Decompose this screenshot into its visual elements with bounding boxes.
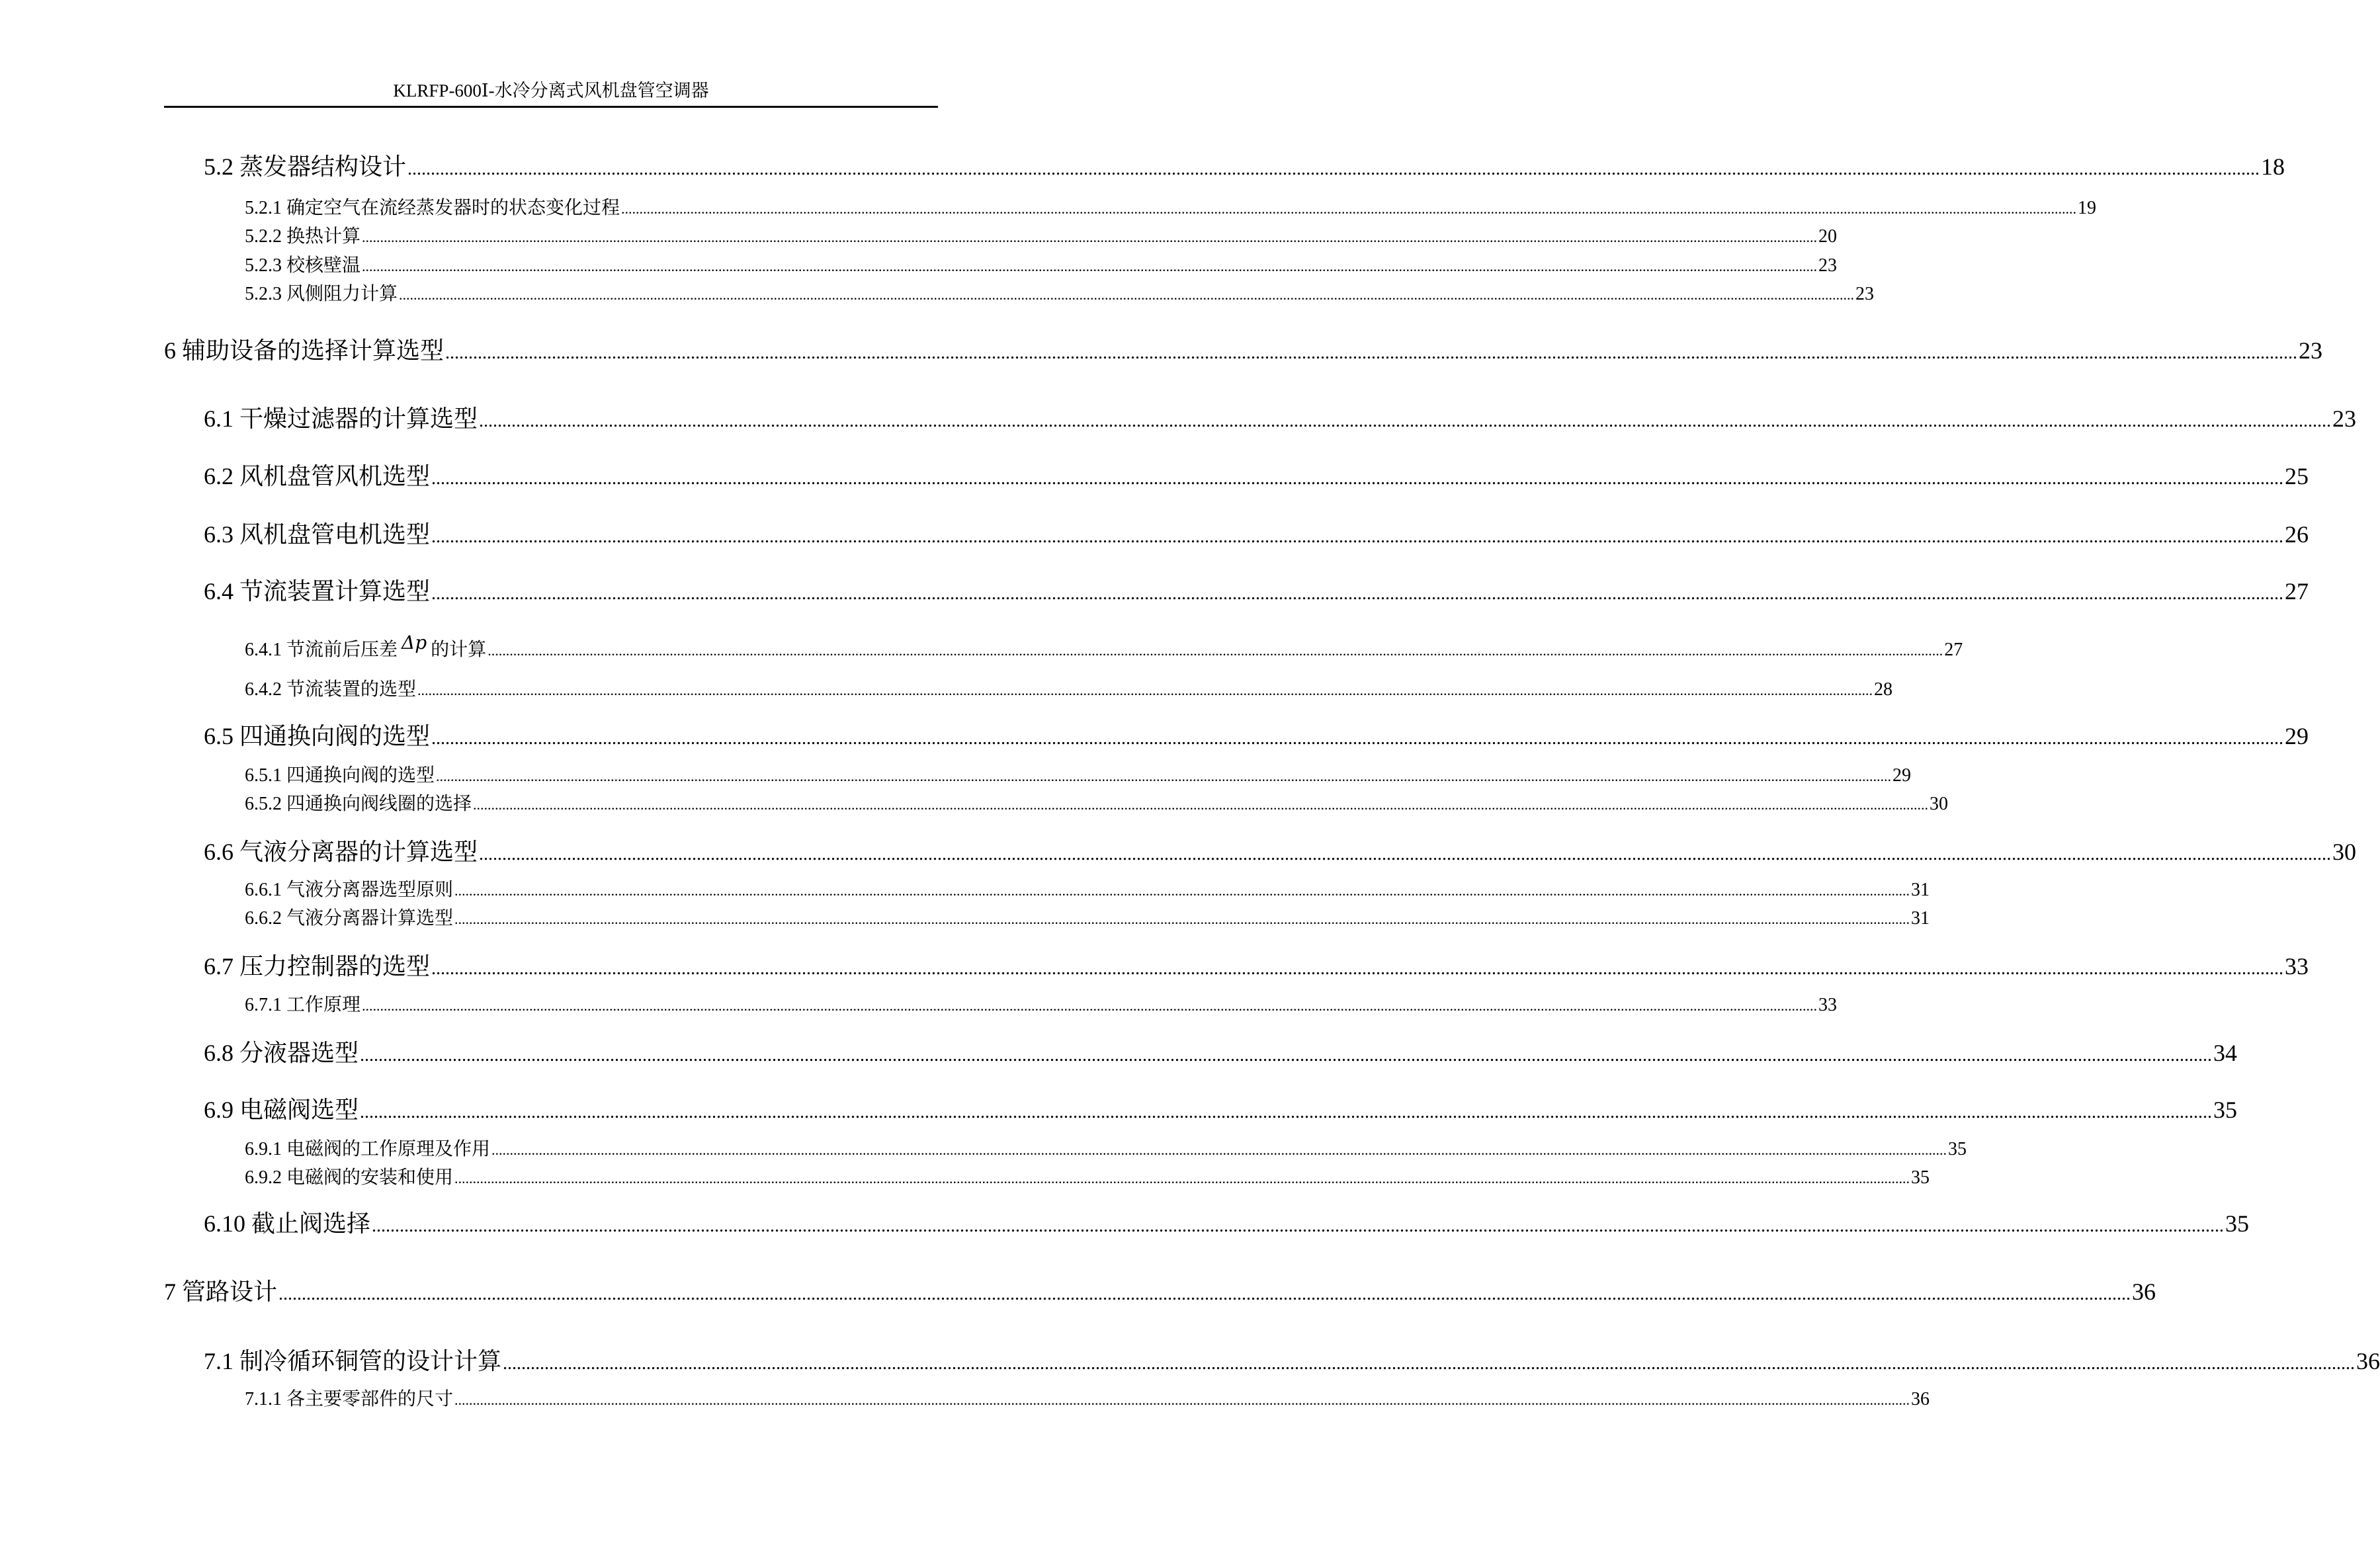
toc-entry-leader: ................................................................................................................................................................................................................................................................................................................................................................................................................ [473, 796, 1929, 813]
toc-entry-label: 6.2 风机盘管风机选型 [204, 463, 431, 489]
toc-entry-label: 6.7.1 工作原理 [245, 995, 361, 1015]
toc-entry-leader: ................................................................................................................................................................................................................................................................................................................................................................................................................ [417, 682, 1873, 698]
toc-entry-page-number: 36 [2356, 1348, 2380, 1374]
toc-entry-label: 5.2.2 换热计算 [245, 226, 361, 247]
toc-entry[interactable] [204, 458, 2309, 489]
toc-entry-leader: ................................................................................................................................................................................................................................................................................................................................................................................................................ [436, 768, 1892, 784]
toc-entry-page-number: 23 [1818, 255, 1838, 276]
toc-entry-label: 7.1.1 各主要零部件的尺寸 [245, 1389, 454, 1409]
toc-entry-page-number: 23 [2332, 405, 2357, 432]
toc-entry-label: 6.6.1 气液分离器选型原则 [245, 880, 454, 900]
toc-entry[interactable] [204, 1343, 2380, 1374]
toc-entry-page-number: 28 [1874, 679, 1893, 700]
toc-entry-leader: ................................................................................................................................................................................................................................................................................................................................................................................................................ [278, 1284, 2131, 1304]
toc-entry[interactable] [245, 990, 1838, 1015]
toc-entry-label: 6.4 节流装置计算选型 [204, 578, 431, 605]
toc-entry-label: 6.5 四通换向阀的选型 [204, 723, 431, 749]
toc-entry[interactable] [245, 675, 1893, 700]
toc-entry[interactable] [245, 632, 1963, 660]
toc-entry-leader: ................................................................................................................................................................................................................................................................................................................................................................................................................ [454, 1170, 1910, 1187]
toc-entry[interactable] [204, 573, 2309, 605]
toc-entry[interactable] [204, 1205, 2250, 1237]
toc-entry-page-number: 29 [2285, 723, 2309, 749]
toc-entry-leader: ................................................................................................................................................................................................................................................................................................................................................................................................................ [431, 526, 2284, 547]
toc-entry-leader: ................................................................................................................................................................................................................................................................................................................................................................................................................ [454, 911, 1910, 927]
toc-entry[interactable] [164, 332, 2323, 364]
toc-entry-label: 6.9.1 电磁阀的工作原理及作用 [245, 1139, 491, 1159]
toc-entry-page-number: 26 [2285, 521, 2309, 548]
toc-entry-label: 6.9.2 电磁阀的安装和使用 [245, 1167, 454, 1188]
toc-entry[interactable] [204, 1034, 2238, 1066]
page-header: KLRFP-600Ⅰ-水冷分离式风机盘管空调器 [393, 81, 709, 101]
toc-entry-leader: ................................................................................................................................................................................................................................................................................................................................................................................................................ [454, 882, 1910, 899]
toc-entry-leader: ................................................................................................................................................................................................................................................................................................................................................................................................................ [362, 997, 1818, 1014]
toc-entry-leader: ................................................................................................................................................................................................................................................................................................................................................................................................................ [445, 343, 2298, 363]
toc-entry-label: 7.1 制冷循环铜管的设计计算 [204, 1348, 502, 1374]
toc-entry-page-number: 36 [1911, 1389, 1930, 1409]
header-rule [164, 106, 938, 108]
toc-entry[interactable] [245, 1134, 1967, 1159]
toc-entry-label: 6.1 干燥过滤器的计算选型 [204, 405, 478, 432]
toc-entry-page-number: 29 [1892, 765, 1912, 786]
toc-entry-label: 6.5.1 四通换向阀的选型 [245, 765, 435, 786]
toc-entry[interactable] [245, 789, 1949, 814]
toc-entry-leader: ................................................................................................................................................................................................................................................................................................................................................................................................................ [362, 229, 1818, 245]
toc-entry[interactable] [245, 222, 1838, 247]
toc-entry-page-number: 31 [1911, 908, 1930, 929]
toc-entry-leader: ................................................................................................................................................................................................................................................................................................................................................................................................................ [362, 258, 1818, 274]
toc-entry-page-number: 36 [2132, 1278, 2156, 1305]
toc-entry-label: 6.10 截止阀选择 [204, 1210, 371, 1237]
toc-entry-page-number: 33 [1818, 995, 1838, 1015]
toc-entry-page-number: 27 [1944, 640, 1963, 660]
toc-entry-math: Δp [402, 632, 427, 653]
toc-entry-leader: ................................................................................................................................................................................................................................................................................................................................................................................................................ [407, 159, 2260, 179]
toc-entry-page-number: 30 [1930, 794, 1949, 814]
toc-entry-page-number: 23 [1855, 284, 1875, 304]
toc-entry[interactable] [204, 148, 2285, 180]
toc-entry-leader: ................................................................................................................................................................................................................................................................................................................................................................................................................ [479, 411, 2332, 431]
toc-entry-label: 5.2 蒸发器结构设计 [204, 153, 407, 180]
toc-entry-leader: ................................................................................................................................................................................................................................................................................................................................................................................................................ [360, 1045, 2213, 1066]
toc-entry-page-number: 25 [2285, 463, 2309, 489]
toc-entry-leader: ................................................................................................................................................................................................................................................................................................................................................................................................................ [479, 844, 2332, 864]
toc-entry[interactable] [204, 1091, 2238, 1123]
toc-entry-leader: ................................................................................................................................................................................................................................................................................................................................................................................................................ [431, 958, 2284, 979]
toc-entry-label: 6.5.2 四通换向阀线圈的选择 [245, 794, 472, 814]
toc-entry-label-suffix: 的计算 [431, 640, 487, 660]
toc-entry[interactable] [204, 400, 2357, 432]
toc-entry-leader: ................................................................................................................................................................................................................................................................................................................................................................................................................ [621, 200, 2077, 217]
toc-entry-page-number: 35 [1948, 1139, 1967, 1159]
toc-entry-leader: ................................................................................................................................................................................................................................................................................................................................................................................................................ [431, 583, 2284, 604]
toc-entry-page-number: 34 [2213, 1040, 2238, 1066]
toc-entry-page-number: 35 [1911, 1167, 1930, 1188]
toc-entry[interactable] [245, 1384, 1930, 1409]
toc-entry-label: 6.4.1 节流前后压差 [245, 640, 398, 660]
toc-entry-page-number: 27 [2285, 578, 2309, 605]
toc-entry-label: 6.6.2 气液分离器计算选型 [245, 908, 454, 929]
toc-entry-page-number: 33 [2285, 953, 2309, 980]
toc-entry-label: 5.2.3 风侧阻力计算 [245, 284, 398, 304]
toc-entry-page-number: 35 [2213, 1097, 2238, 1123]
toc-entry-leader: ................................................................................................................................................................................................................................................................................................................................................................................................................ [454, 1392, 1910, 1408]
toc-entry-page-number: 30 [2332, 839, 2357, 865]
toc-entry-label: 6.3 风机盘管电机选型 [204, 521, 431, 548]
toc-entry-label: 5.2.3 校核壁温 [245, 255, 361, 276]
toc-entry-label: 6 辅助设备的选择计算选型 [164, 337, 445, 364]
toc-entry-label: 6.4.2 节流装置的选型 [245, 679, 417, 700]
toc-entry-leader: ................................................................................................................................................................................................................................................................................................................................................................................................................ [431, 728, 2284, 749]
toc-entry[interactable] [164, 1273, 2156, 1305]
toc-entry[interactable] [245, 193, 2097, 218]
toc-entry-page-number: 35 [2225, 1210, 2250, 1237]
toc-entry[interactable] [245, 1163, 1930, 1188]
toc-entry[interactable] [245, 251, 1838, 276]
toc-entry-label: 6.6 气液分离器的计算选型 [204, 839, 478, 865]
toc-entry[interactable] [204, 718, 2309, 749]
toc-entry[interactable] [204, 516, 2309, 548]
toc-entry-label: 5.2.1 确定空气在流经蒸发器时的状态变化过程 [245, 198, 620, 218]
toc-entry-leader: ................................................................................................................................................................................................................................................................................................................................................................................................................ [431, 468, 2284, 489]
toc-entry[interactable] [204, 833, 2357, 865]
toc-entry-label: 7 管路设计 [164, 1278, 278, 1305]
toc-entry-page-number: 18 [2261, 153, 2285, 180]
toc-entry-leader: ................................................................................................................................................................................................................................................................................................................................................................................................................ [503, 1353, 2356, 1374]
toc-entry[interactable] [245, 761, 1912, 786]
toc-entry-page-number: 20 [1818, 226, 1838, 247]
toc-entry[interactable] [245, 875, 1930, 900]
toc-entry-label: 6.7 压力控制器的选型 [204, 953, 431, 980]
toc-entry-page-number: 23 [2299, 337, 2323, 364]
toc-entry-leader: ................................................................................................................................................................................................................................................................................................................................................................................................................ [488, 642, 1943, 659]
toc-entry[interactable] [245, 903, 1930, 929]
toc-entry-leader: ................................................................................................................................................................................................................................................................................................................................................................................................................ [399, 286, 1855, 303]
toc-entry-leader: ................................................................................................................................................................................................................................................................................................................................................................................................................ [491, 1142, 1947, 1158]
toc-entry[interactable] [204, 948, 2309, 980]
toc-entry-leader: ................................................................................................................................................................................................................................................................................................................................................................................................................ [372, 1216, 2225, 1236]
toc-entry-page-number: 31 [1911, 880, 1930, 900]
toc-entry-page-number: 19 [2078, 198, 2097, 218]
toc-entry-leader: ................................................................................................................................................................................................................................................................................................................................................................................................................ [360, 1102, 2213, 1122]
toc-entry[interactable] [245, 279, 1875, 304]
toc-entry-label: 6.9 电磁阀选型 [204, 1097, 359, 1123]
toc-entry-label: 6.8 分液器选型 [204, 1040, 359, 1066]
